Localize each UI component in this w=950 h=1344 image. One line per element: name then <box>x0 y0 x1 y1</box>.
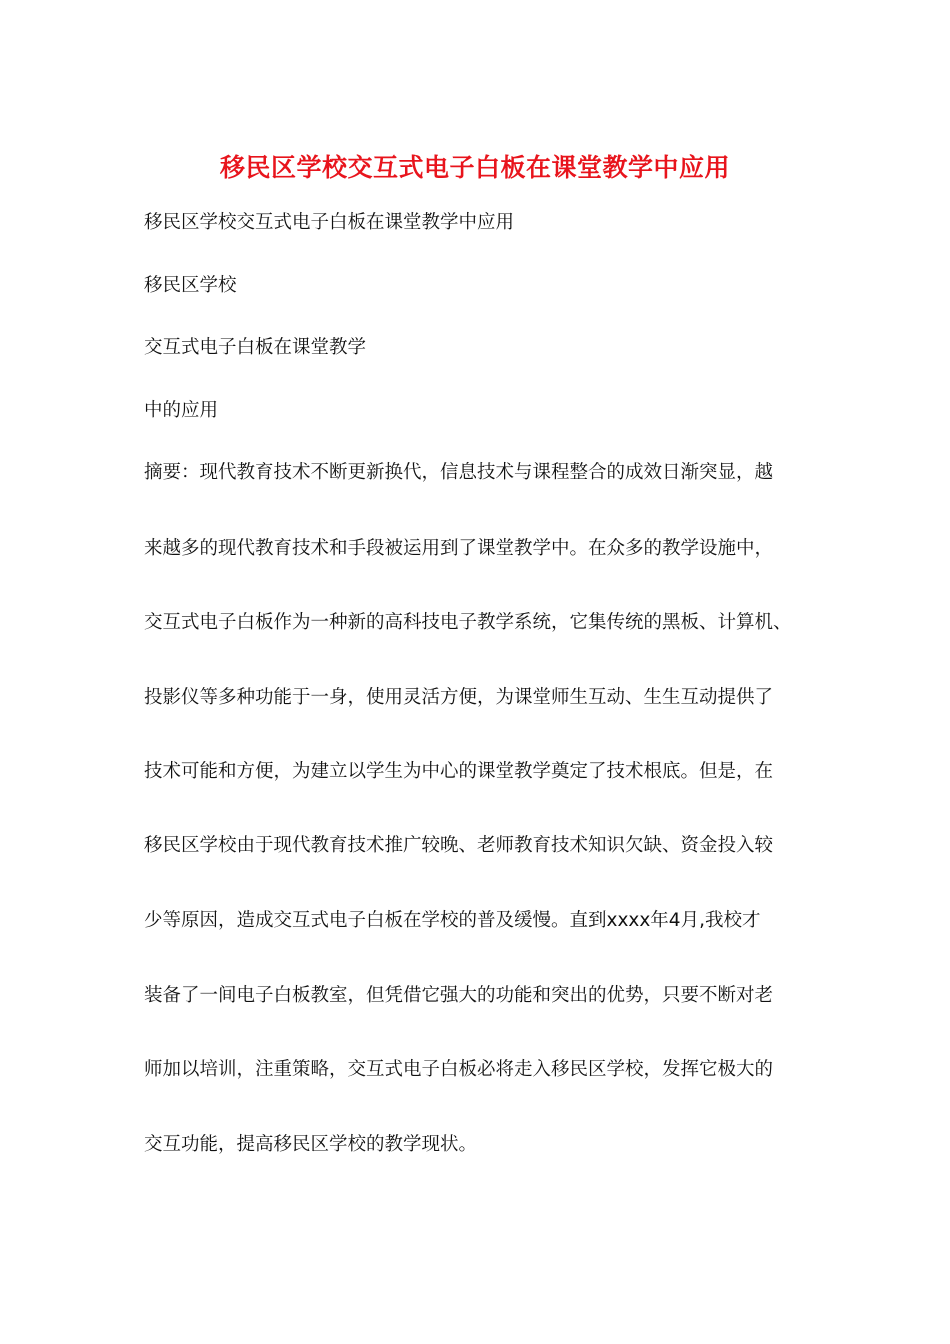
abstract-line: 装备了一间电子白板教室，但凭借它强大的功能和突出的优势，只要不断对老 <box>144 985 774 1006</box>
document-title: 移民区学校交互式电子白板在课堂教学中应用 <box>219 153 730 182</box>
abstract-line: 摘要：现代教育技术不断更新换代，信息技术与课程整合的成效日渐突显，越 <box>144 462 774 483</box>
abstract-line: 师加以培训，注重策略，交互式电子白板必将走入移民区学校，发挥它极大的 <box>144 1059 774 1080</box>
abstract-line: 少等原因，造成交互式电子白板在学校的普及缓慢。直到xxxx年4月,我校才 <box>144 910 761 931</box>
abstract-line: 技术可能和方便，为建立以学生为中心的课堂教学奠定了技术根底。但是，在 <box>144 761 774 782</box>
abstract-line: 交互式电子白板作为一种新的高科技电子教学系统，它集传统的黑板、计算机、 <box>144 612 792 633</box>
school-line: 移民区学校 <box>144 275 237 296</box>
abstract-line: 移民区学校由于现代教育技术推广较晚、老师教育技术知识欠缺、资金投入较 <box>144 835 774 856</box>
abstract-line: 来越多的现代教育技术和手段被运用到了课堂教学中。在众多的教学设施中， <box>144 538 774 559</box>
subtitle-line: 移民区学校交互式电子白板在课堂教学中应用 <box>144 212 515 233</box>
topic-line: 交互式电子白板在课堂教学 <box>144 337 367 358</box>
abstract-line: 投影仪等多种功能于一身，使用灵活方便，为课堂师生互动、生生互动提供了 <box>144 687 774 708</box>
abstract-line: 交互功能，提高移民区学校的教学现状。 <box>144 1134 478 1155</box>
topic-line-continued: 中的应用 <box>144 400 219 421</box>
